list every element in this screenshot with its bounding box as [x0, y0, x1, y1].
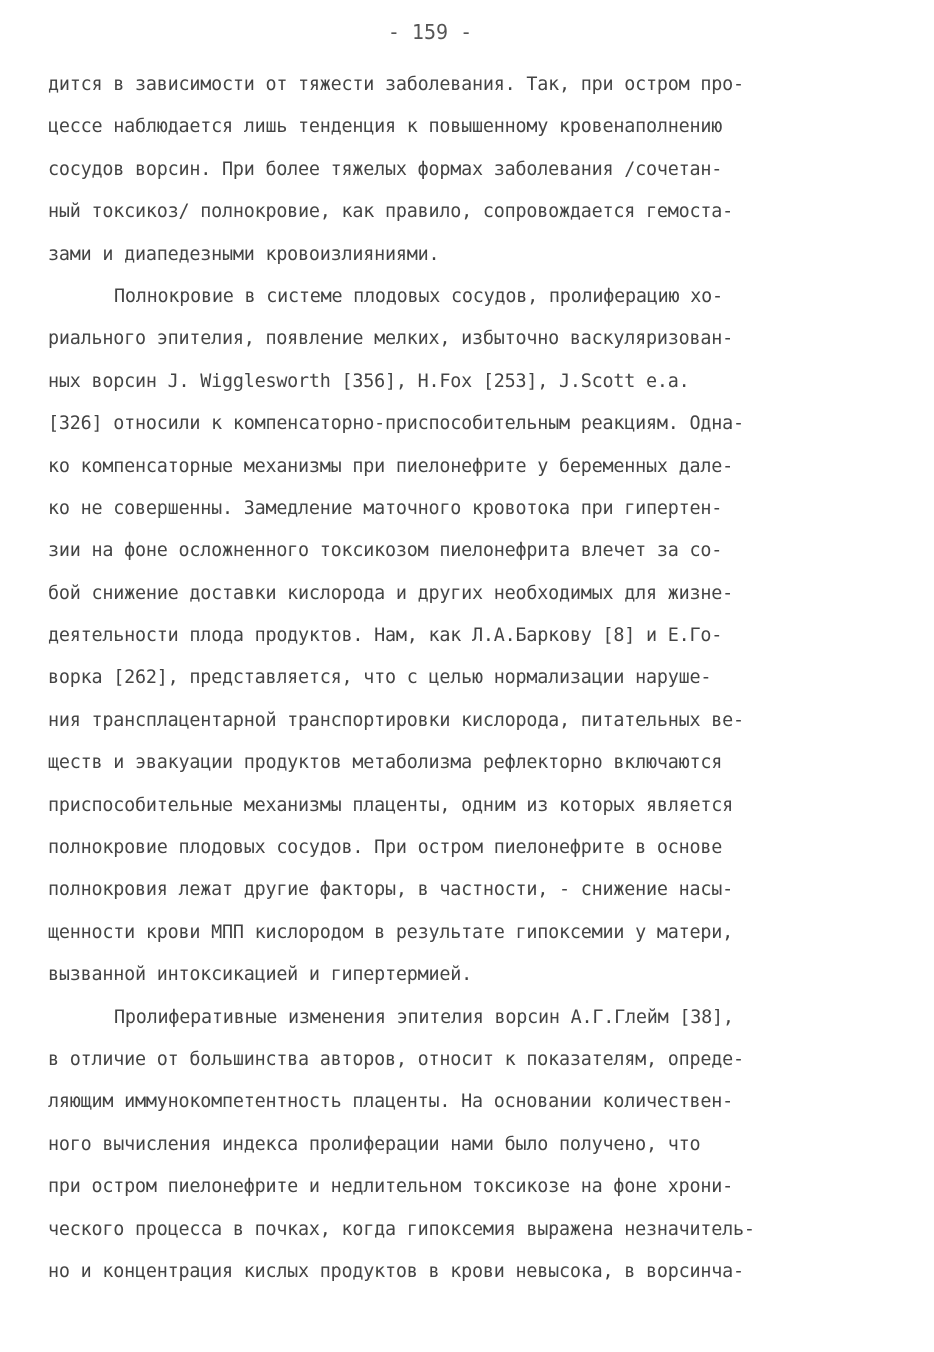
- text-line: ко не совершенны. Замедление маточного кровотока при гипертен-: [48, 497, 723, 519]
- text-line: в отличие от большинства авторов, относит к показателям, опреде-: [48, 1048, 744, 1070]
- page-number: - 159 -: [387, 20, 473, 44]
- text-line: цессе наблюдается лишь тенденция к повышенному кровенаполнению: [48, 116, 723, 138]
- text-line: дится в зависимости от тяжести заболевания. Так, при остром про-: [48, 74, 744, 95]
- text-line: ществ и эвакуации продуктов метаболизма рефлекторно включаются: [48, 752, 723, 774]
- text-line: бой снижение доставки кислорода и других необходимых для жизне-: [48, 582, 733, 604]
- text-line: ный токсикоз/ полнокровие, как правило, сопровождается гемоста-: [48, 201, 733, 223]
- text-line: ляющим иммунокомпетентность плаценты. На основании количествен-: [48, 1091, 733, 1113]
- text-line: ческого процесса в почках, когда гипоксемия выражена незначитель-: [48, 1218, 755, 1240]
- text-line: зии на фоне осложненного токсикозом пиелонефрита влечет за со-: [48, 540, 723, 562]
- paragraph-first-line: Полнокровие в системе плодовых сосудов, пролиферацию хо-: [114, 285, 723, 307]
- text-line: риального эпителия, появление мелких, избыточно васкуляризован-: [48, 328, 733, 350]
- text-line: но и концентрация кислых продуктов в крови невысока, в ворсинча-: [48, 1260, 744, 1282]
- text-line: щенности крови МПП кислородом в результате гипоксемии у матери,: [48, 921, 733, 943]
- text-line: ния трансплацентарной транспортировки кислорода, питательных ве-: [48, 709, 744, 731]
- body-text: [48, 64, 893, 1293]
- text-line: полнокровия лежат другие факторы, в частности, - снижение насы-: [48, 879, 733, 901]
- text-line: приспособительные механизмы плаценты, одним из которых является: [48, 794, 733, 816]
- text-line: полнокровие плодовых сосудов. При остром пиелонефрите в основе: [48, 837, 723, 859]
- text-line: ных ворсин J. Wigglesworth [356], H.Fox [253], J.Scott e.a.: [48, 370, 690, 392]
- text-line: ко компенсаторные механизмы при пиелонефрите у беременных дале-: [48, 455, 733, 477]
- text-line: при остром пиелонефрите и недлительном токсикозе на фоне хрони-: [48, 1176, 733, 1198]
- text-line: деятельности плода продуктов. Нам, как Л.А.Баркову [8] и Е.Го-: [48, 625, 723, 647]
- paragraph-first-line: Пролиферативные изменения эпителия ворсин А.Г.Глейм [38],: [114, 1006, 734, 1028]
- text-line: зами и диапедезными кровоизлияниями.: [48, 243, 440, 265]
- text-line: вызванной интоксикацией и гипертермией.: [48, 964, 473, 986]
- text-line: ного вычисления индекса пролиферации нами было получено, что: [48, 1133, 701, 1155]
- text-line: [326] относили к компенсаторно-приспособительным реакциям. Одна-: [48, 413, 744, 435]
- text-line: сосудов ворсин. При более тяжелых формах заболевания /сочетан-: [48, 158, 723, 180]
- text-line: ворка [262], представляется, что с целью нормализации наруше-: [48, 667, 712, 689]
